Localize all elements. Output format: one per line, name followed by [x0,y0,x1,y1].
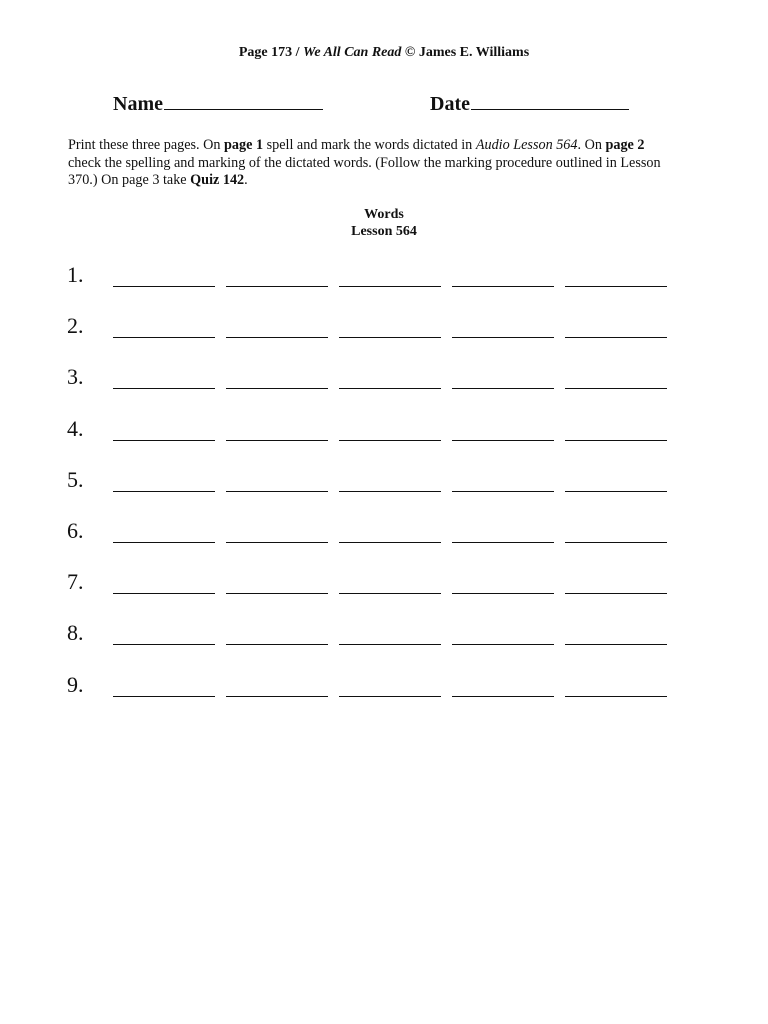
answer-row [0,518,768,558]
answer-row [0,262,768,302]
answer-blank [226,337,328,338]
instructions-text: spell and mark the words dictated in [263,137,476,153]
answer-blank [565,491,667,492]
answer-blank [452,491,554,492]
answer-blank [113,542,215,543]
answer-blank [113,696,215,697]
section-title-words: Words [364,207,404,222]
answer-blank [226,440,328,441]
answer-blank [452,286,554,287]
answer-blank [339,440,441,441]
answer-blank [226,286,328,287]
instructions-bold: page 1 [224,137,264,153]
answer-blank [565,286,667,287]
answer-blank [565,337,667,338]
answer-row [0,416,768,456]
answer-blank [339,491,441,492]
answer-blank [565,644,667,645]
answer-blank [226,644,328,645]
page-header [0,45,768,61]
instructions-text: check the spelling and marking of the dictated words. (Follow the marking procedure outlined in Lesson 370.) On page 3 take [68,154,661,188]
answer-row [0,672,768,712]
row-number: 4. [67,415,84,441]
answer-blank [113,440,215,441]
answer-blank [565,388,667,389]
answer-blank [113,388,215,389]
row-number: 2. [67,313,84,339]
row-number: 7. [67,569,84,595]
answer-blank [452,388,554,389]
date-field [430,91,629,116]
answer-blank [113,337,215,338]
instructions-italic: Audio Lesson 564 [475,137,578,153]
instructions-paragraph [68,137,678,190]
answer-blank [339,696,441,697]
answer-blank [452,593,554,594]
answer-blank [452,644,554,645]
answer-row [0,364,768,404]
row-number: 9. [67,671,84,697]
answer-blank [226,696,328,697]
name-field [113,91,323,116]
answer-blank [339,593,441,594]
answer-blank [452,696,554,697]
answer-blank [113,286,215,287]
book-title: We All Can Read [302,45,402,60]
answer-blank [339,644,441,645]
copyright-author: © James E. Williams [401,45,530,60]
answer-blank [452,542,554,543]
section-title [0,206,768,240]
answer-blank [113,491,215,492]
row-number: 1. [67,262,84,287]
answer-blank [339,388,441,389]
date-label: Date [430,93,470,115]
answer-blank [113,644,215,645]
answer-blank [565,440,667,441]
answer-blank [226,593,328,594]
answer-blank [113,593,215,594]
answer-blank [565,593,667,594]
name-blank [164,91,323,110]
instructions-text: Print these three pages. On [68,137,225,153]
instructions-text: . On [577,137,606,153]
instructions-bold: page 2 [605,137,645,153]
answer-row [0,620,768,660]
date-blank [471,91,629,110]
answer-blank [565,696,667,697]
answer-blank [452,337,554,338]
name-label: Name [113,93,163,115]
section-title-lesson: Lesson 564 [351,224,417,239]
row-number: 5. [67,466,84,492]
instructions-text: . [244,172,248,188]
answer-blank [339,542,441,543]
answer-blank [339,337,441,338]
instructions-bold: Quiz 142 [190,172,245,188]
student-fields [0,91,768,121]
row-number: 6. [67,518,84,543]
answer-blank [452,440,554,441]
answer-blank [226,388,328,389]
row-number: 8. [67,620,84,646]
answer-row [0,313,768,353]
answer-blank [565,542,667,543]
row-number: 3. [67,364,84,390]
answer-blank [226,491,328,492]
answer-row [0,467,768,507]
answer-blank [226,542,328,543]
answer-row [0,569,768,609]
answer-blank [339,286,441,287]
header-page-label: Page 173 / [238,45,303,60]
